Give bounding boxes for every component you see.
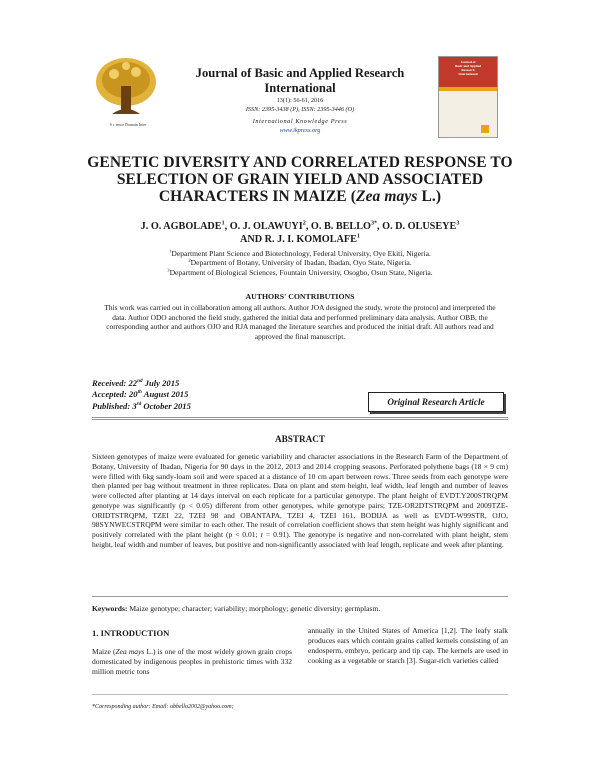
cover-line: Research — [461, 68, 475, 72]
abstract-text: Sixteen genotypes of maize were evaluated for genetic variability and character associations in the Research Farm of the Department of Botany, University of Ibadan, Nigeria for 90 days in the 2012, 2013 and 2014 cropping seasons. Perforated polythene bags (18 × 9 cm) were filled with 6kg sandy-loam soil and were spaced at a distance of 10 cm apart between rows. Three seeds from each genotype were then planted per bag without treatment in three replicates. Data on plant and stem height, leaf width, leaf length and number of leaves were collected after planting at 14 days interval on each replicate for a particular genotype. The plant height of EVDT.Y200STRQPM genotype was significantly (p < 0.05) different from other genotypes, while genotype pairs; TZE-OR2DTSTRQPM and 2009TZE-ORIDTSTRQPM, TZEI 22, TZEI 98 and OBANTAPA, TZEI 4, TZEI 161, BODIJA as well as EVDT-W99STR, OJO, 98SYNWECSTRQPM were similar to each other. The result of correlation coefficient shows that stem height was highly significant and positively correlated with the plant height (p < 0.01; r = 0.91). The genotype is negative and non-correlated with plant height, stem height, leaf width and number of leaves, but positive and non-significantly associated with leaf length, replicate and week after planting. — [92, 452, 508, 549]
divider — [92, 596, 508, 597]
title-line: CHARACTERS IN MAIZE (Zea mays L.) — [158, 188, 442, 205]
journal-cover-thumbnail — [438, 56, 498, 138]
cover-line: International — [458, 72, 478, 76]
contributions-text: This work was carried out in collaboration among all authors. Author JOA designed the study, wrote the protocol and interpreted the data. Author ODO anchored the field study, gathered the initial data and performed preliminary data analysis. Author OBB, the corresponding author and authors OJO and RJA managed the literature searches and produced the initial draft. All authors read and approved the final manuscript. — [104, 303, 496, 341]
title-line: SELECTION OF GRAIN YIELD AND ASSOCIATED — [116, 171, 484, 188]
author: O. B. $BELLO^{3*}$, — [310, 220, 383, 232]
affiliations — [90, 249, 510, 277]
species-name: Zea mays — [115, 647, 145, 656]
affiliation: $^3$Department of Biological Sciences, Fountain University, Osogbo, Osun State, Nigeria. — [167, 267, 433, 277]
species-name: Zea mays — [356, 188, 418, 205]
publisher-name: International Knowledge Press — [252, 118, 348, 126]
keywords-list: Maize genotype; character; variability; morphology; genetic diversity; germplasm. — [127, 604, 381, 613]
author-list — [90, 220, 510, 246]
journal-header — [180, 66, 420, 135]
section-heading-introduction: 1. INTRODUCTION — [92, 628, 170, 638]
divider — [92, 417, 508, 418]
affiliation: $^1$Department Plant Science and Biotechnology, Federal University, Oye Ekiti, Nigeria. — [169, 248, 431, 258]
article-type-badge: Original Research Article — [368, 392, 504, 412]
journal-issn: ISSN: 2395-3438 (P), ISSN: 2395-3446 (O) — [245, 105, 355, 113]
journal-website-link[interactable]: www.ikpress.org — [279, 126, 321, 134]
journal-name: Journal of Basic and Applied Research — [195, 66, 405, 80]
accepted-date: Accepted: 20th August 2015 — [92, 389, 189, 400]
affiliation: $^2$Department of Botany, University of Ibadan, Ibadan, Oyo State, Nigeria. — [188, 257, 412, 268]
title-line: GENETIC DIVERSITY AND CORRELATED RESPONSE TO — [87, 154, 513, 171]
corresponding-author-footnote: *Corresponding author: Email: obbello2002@yahoo.com; — [92, 704, 234, 710]
intro-column-left: Maize (Zea mays L.) is one of the most widely grown grain crops domesticated by indigenous peoples in prehistoric times with 332 million metric tons — [92, 647, 292, 676]
divider — [92, 419, 508, 420]
logo-caption: S c ience Domain Inter — [109, 122, 147, 127]
author: O. J. OLAWUYI$^2$, — [229, 220, 311, 232]
author: O. D. OLUSEYE$^3$ — [382, 220, 460, 232]
publication-dates — [92, 378, 272, 412]
cover-line: Journal of — [460, 60, 476, 64]
intro-column-right: annually in the United States of America [1,2]. The leafy stalk produces ears which contain grains called kernels consisting of an endosperm, embryo, pericarp and tip cap. The kernels are used in cooking as a vegetable or starch [3]. Sugar-rich varieties called — [308, 626, 508, 665]
footnote-divider — [92, 694, 508, 695]
author: J. O. AGBOLADE$^1$, — [140, 220, 230, 232]
keywords-label: Keywords: — [92, 604, 128, 613]
received-date: Received: 22nd July 2015 — [92, 378, 180, 388]
published-date: Published: 3rd October 2015 — [92, 400, 191, 411]
journal-name-line2: International — [264, 81, 336, 95]
contributions-heading: AUTHORS' CONTRIBUTIONS — [245, 292, 355, 301]
abstract-heading: ABSTRACT — [274, 434, 326, 444]
keywords — [92, 604, 508, 614]
cover-line: Basic and Applied — [454, 64, 482, 68]
paper-title — [70, 154, 530, 205]
author: AND R. J. I. KOMOLAFE$^1$ — [240, 233, 360, 245]
journal-volume: 13(1): 56-61, 2016 — [276, 97, 324, 104]
